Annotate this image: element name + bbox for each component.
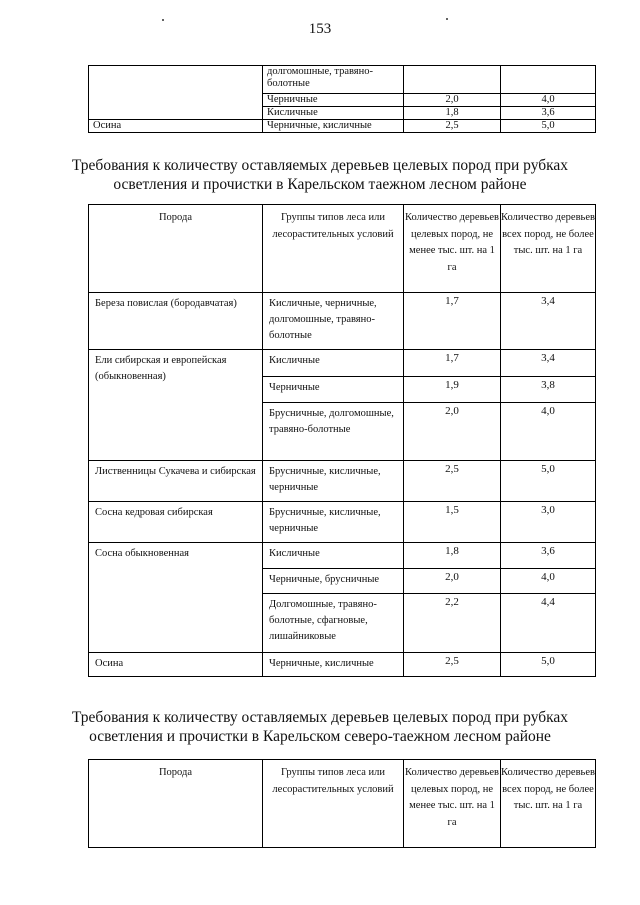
min-trees-cell: 1,9 bbox=[404, 377, 501, 403]
forest-type-cell: Кисличные, черничные, долгомошные, травяно-болотные bbox=[263, 293, 404, 350]
max-trees-cell: 4,0 bbox=[501, 569, 596, 594]
species-cell: Сосна кедровая сибирская bbox=[89, 502, 263, 543]
species-cell: Осина bbox=[89, 120, 263, 133]
species-cell bbox=[89, 66, 263, 120]
table-row bbox=[89, 66, 596, 94]
min-trees-cell: 2,0 bbox=[404, 94, 501, 107]
max-trees-cell: 4,0 bbox=[501, 403, 596, 461]
header-min-trees: Количество деревьев целевых пород, не менее тыс. шт. на 1 га bbox=[404, 205, 501, 293]
header-row bbox=[89, 205, 596, 293]
min-trees-cell: 1,8 bbox=[404, 543, 501, 569]
max-trees-cell: 3,4 bbox=[501, 293, 596, 350]
forest-type-cell: Долгомошные, травяно-болотные, сфагновые, лишайниковые bbox=[263, 594, 404, 653]
table-row bbox=[89, 461, 596, 502]
karelian-taiga-table bbox=[88, 204, 596, 677]
table-row bbox=[89, 293, 596, 350]
scan-speck bbox=[446, 18, 448, 20]
max-trees-cell: 3,6 bbox=[501, 543, 596, 569]
header-row bbox=[89, 760, 596, 848]
min-trees-cell: 1,7 bbox=[404, 293, 501, 350]
forest-type-cell: долгомошные, травяно-болотные bbox=[263, 66, 404, 94]
header-forest-types: Группы типов леса или лесорастительных условий bbox=[263, 205, 404, 293]
forest-type-cell: Брусничные, кисличные, черничные bbox=[263, 502, 404, 543]
min-trees-cell: 2,0 bbox=[404, 569, 501, 594]
max-trees-cell: 3,4 bbox=[501, 350, 596, 377]
karelian-north-taiga-table bbox=[88, 759, 596, 848]
forest-type-cell: Черничные, брусничные bbox=[263, 569, 404, 594]
max-trees-cell: 4,0 bbox=[501, 94, 596, 107]
min-trees-cell bbox=[404, 66, 501, 94]
min-trees-cell: 2,5 bbox=[404, 461, 501, 502]
section-title-line: Требования к количеству оставляемых деревьев целевых пород при рубках bbox=[71, 157, 569, 174]
max-trees-cell: 5,0 bbox=[501, 653, 596, 677]
section-title-line: Требования к количеству оставляемых деревьев целевых пород при рубках bbox=[71, 709, 569, 726]
min-trees-cell: 1,5 bbox=[404, 502, 501, 543]
max-trees-cell bbox=[501, 66, 596, 94]
table-row bbox=[89, 350, 596, 377]
species-cell: Ели сибирская и европейская (обыкновенная) bbox=[89, 350, 263, 461]
min-trees-cell: 1,8 bbox=[404, 107, 501, 120]
max-trees-cell: 3,8 bbox=[501, 377, 596, 403]
forest-type-cell: Брусничные, долгомошные, травяно-болотные bbox=[263, 403, 404, 461]
header-min-trees: Количество деревьев целевых пород, не менее тыс. шт. на 1 га bbox=[404, 760, 501, 848]
max-trees-cell: 5,0 bbox=[501, 120, 596, 133]
section-title bbox=[0, 708, 640, 746]
species-cell: Лиственницы Сукачева и сибирская bbox=[89, 461, 263, 502]
forest-type-cell: Кисличные bbox=[263, 543, 404, 569]
max-trees-cell: 3,6 bbox=[501, 107, 596, 120]
species-cell: Осина bbox=[89, 653, 263, 677]
continuation-table bbox=[88, 65, 596, 133]
max-trees-cell: 3,0 bbox=[501, 502, 596, 543]
section-title bbox=[0, 156, 640, 194]
min-trees-cell: 1,7 bbox=[404, 350, 501, 377]
species-cell: Сосна обыкновенная bbox=[89, 543, 263, 653]
species-cell: Береза повислая (бородавчатая) bbox=[89, 293, 263, 350]
forest-type-cell: Кисличные bbox=[263, 350, 404, 377]
table-row bbox=[89, 653, 596, 677]
table-row bbox=[89, 502, 596, 543]
forest-type-cell: Черничные bbox=[263, 377, 404, 403]
forest-type-cell: Черничные, кисличные bbox=[263, 120, 404, 133]
min-trees-cell: 2,0 bbox=[404, 403, 501, 461]
table-row bbox=[89, 543, 596, 569]
forest-type-cell: Черничные bbox=[263, 94, 404, 107]
section-title-line: осветления и прочистки в Карельском таежном лесном районе bbox=[113, 176, 527, 193]
header-max-trees: Количество деревьев всех пород, не более тыс. шт. на 1 га bbox=[501, 760, 596, 848]
section-title-line: осветления и прочистки в Карельском северо-таежном лесном районе bbox=[89, 728, 551, 745]
max-trees-cell: 5,0 bbox=[501, 461, 596, 502]
header-species: Порода bbox=[89, 760, 263, 848]
header-forest-types: Группы типов леса или лесорастительных условий bbox=[263, 760, 404, 848]
max-trees-cell: 4,4 bbox=[501, 594, 596, 653]
min-trees-cell: 2,5 bbox=[404, 120, 501, 133]
table-row bbox=[89, 120, 596, 133]
page-number: 153 bbox=[308, 21, 332, 37]
forest-type-cell: Кисличные bbox=[263, 107, 404, 120]
forest-type-cell: Черничные, кисличные bbox=[263, 653, 404, 677]
header-species: Порода bbox=[89, 205, 263, 293]
min-trees-cell: 2,2 bbox=[404, 594, 501, 653]
forest-type-cell: Брусничные, кисличные, черничные bbox=[263, 461, 404, 502]
header-max-trees: Количество деревьев всех пород, не более тыс. шт. на 1 га bbox=[501, 205, 596, 293]
min-trees-cell: 2,5 bbox=[404, 653, 501, 677]
